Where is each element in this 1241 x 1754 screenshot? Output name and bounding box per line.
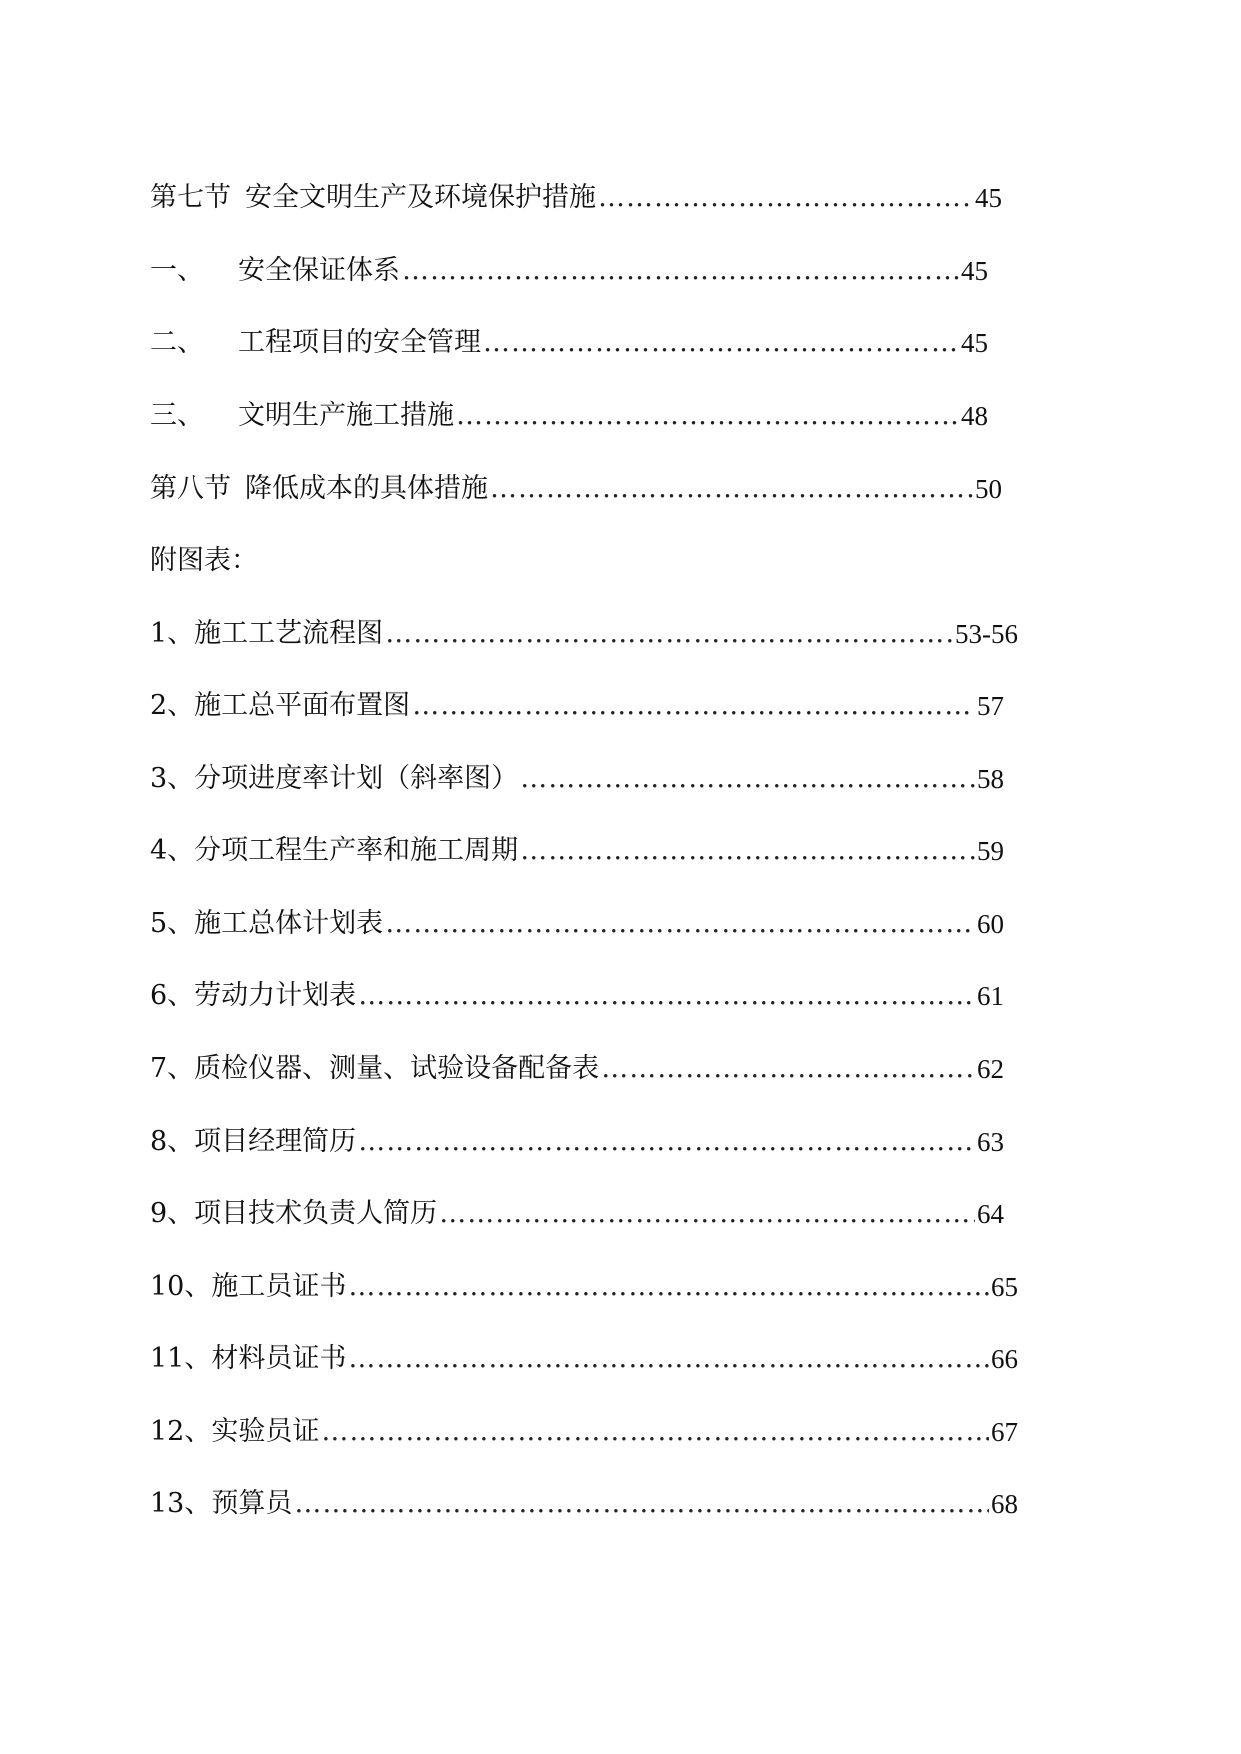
toc-dot-leader [598,178,973,218]
toc-page-number: 68 [991,1489,1018,1519]
toc-appendix-row[interactable] [150,1122,1004,1162]
toc-appendix-title: 5、施工总体计划表 [150,908,384,939]
toc-dot-leader [348,1339,989,1379]
toc-appendix-row[interactable] [150,614,1018,654]
toc-appendix-title: 11、材料员证书 [150,1343,347,1374]
toc-appendix-row[interactable] [150,1194,1004,1234]
toc-dot-leader [439,1194,975,1234]
toc-appendix-row[interactable] [150,976,1004,1016]
toc-appendix-row[interactable] [150,904,1004,944]
toc-appendix-row[interactable] [150,831,1004,871]
toc-appendix-row[interactable] [150,1484,1018,1524]
toc-appendix-title: 9、项目技术负责人简历 [150,1198,438,1229]
toc-dot-leader [358,1122,975,1162]
toc-page-number: 59 [977,836,1004,866]
toc-subsection-number: 三、 [150,400,204,431]
toc-subsection-number: 二、 [150,327,204,358]
toc-appendix-row[interactable] [150,686,1004,726]
toc-dot-leader [490,469,973,509]
toc-dot-leader [358,976,975,1016]
toc-appendix-row[interactable] [150,1339,1018,1379]
toc-subsection-row[interactable] [150,323,988,363]
toc-appendix-title: 7、质检仪器、测量、试验设备配备表 [150,1053,600,1084]
toc-dot-leader [348,1267,989,1307]
toc-section-number: 第八节 [150,473,231,504]
toc-dot-leader [385,904,975,944]
toc-dot-leader [402,251,959,291]
toc-page-number: 62 [977,1054,1004,1084]
toc-appendix-title: 13、预算员 [150,1488,293,1519]
toc-appendix-row[interactable] [150,1049,1004,1089]
toc-page-number: 60 [977,909,1004,939]
toc-appendix-title: 6、劳动力计划表 [150,980,357,1011]
toc-dot-leader [294,1484,989,1524]
toc-dot-leader [601,1049,975,1089]
toc-dot-leader [520,759,975,799]
toc-section-row[interactable] [150,469,1002,509]
toc-page-number: 65 [991,1272,1018,1302]
toc-dot-leader [483,323,959,363]
toc-page-number: 45 [961,328,988,358]
toc-page-number: 57 [977,691,1004,721]
toc-subsection-title: 工程项目的安全管理 [238,327,481,358]
toc-page-number: 63 [977,1127,1004,1157]
toc-page-number: 50 [975,474,1002,504]
toc-appendix-row[interactable] [150,759,1004,799]
toc-appendix-title: 3、分项进度率计划（斜率图） [150,763,519,794]
toc-subsection-row[interactable] [150,251,988,291]
toc-appendix-title: 1、施工工艺流程图 [150,618,384,649]
toc-appendix-row[interactable] [150,1267,1018,1307]
toc-page-number: 66 [991,1344,1018,1374]
toc-subsection-title: 安全保证体系 [238,255,400,286]
toc-dot-leader [321,1412,989,1452]
toc-subsection-title: 文明生产施工措施 [238,400,454,431]
toc-page-number: 48 [961,401,988,431]
toc-appendix-title: 12、实验员证 [150,1416,320,1447]
toc-section-title: 安全文明生产及环境保护措施 [245,182,596,213]
toc-page-number: 61 [977,981,1004,1011]
toc-appendix-title: 10、施工员证书 [150,1271,347,1302]
toc-page-number: 45 [961,256,988,286]
toc-dot-leader [456,396,959,436]
toc-appendix-title: 2、施工总平面布置图 [150,690,411,721]
toc-appendix-title: 8、项目经理简历 [150,1126,357,1157]
toc-subsection-row[interactable] [150,396,988,436]
toc-dot-leader [412,686,975,726]
toc-appendix-row[interactable] [150,1412,1018,1452]
toc-page-number: 58 [977,764,1004,794]
toc-page-number: 53-56 [955,619,1018,649]
toc-dot-leader [520,831,975,871]
toc-section-title: 降低成本的具体措施 [245,473,488,504]
toc-dot-leader [385,614,953,654]
appendix-heading: 附图表： [150,545,258,576]
toc-section-row[interactable] [150,178,1002,218]
toc-subsection-number: 一、 [150,255,204,286]
toc-page-number: 67 [991,1417,1018,1447]
toc-section-number: 第七节 [150,182,231,213]
toc-page-number: 45 [975,183,1002,213]
toc-appendix-title: 4、分项工程生产率和施工周期 [150,835,519,866]
toc-page-number: 64 [977,1199,1004,1229]
